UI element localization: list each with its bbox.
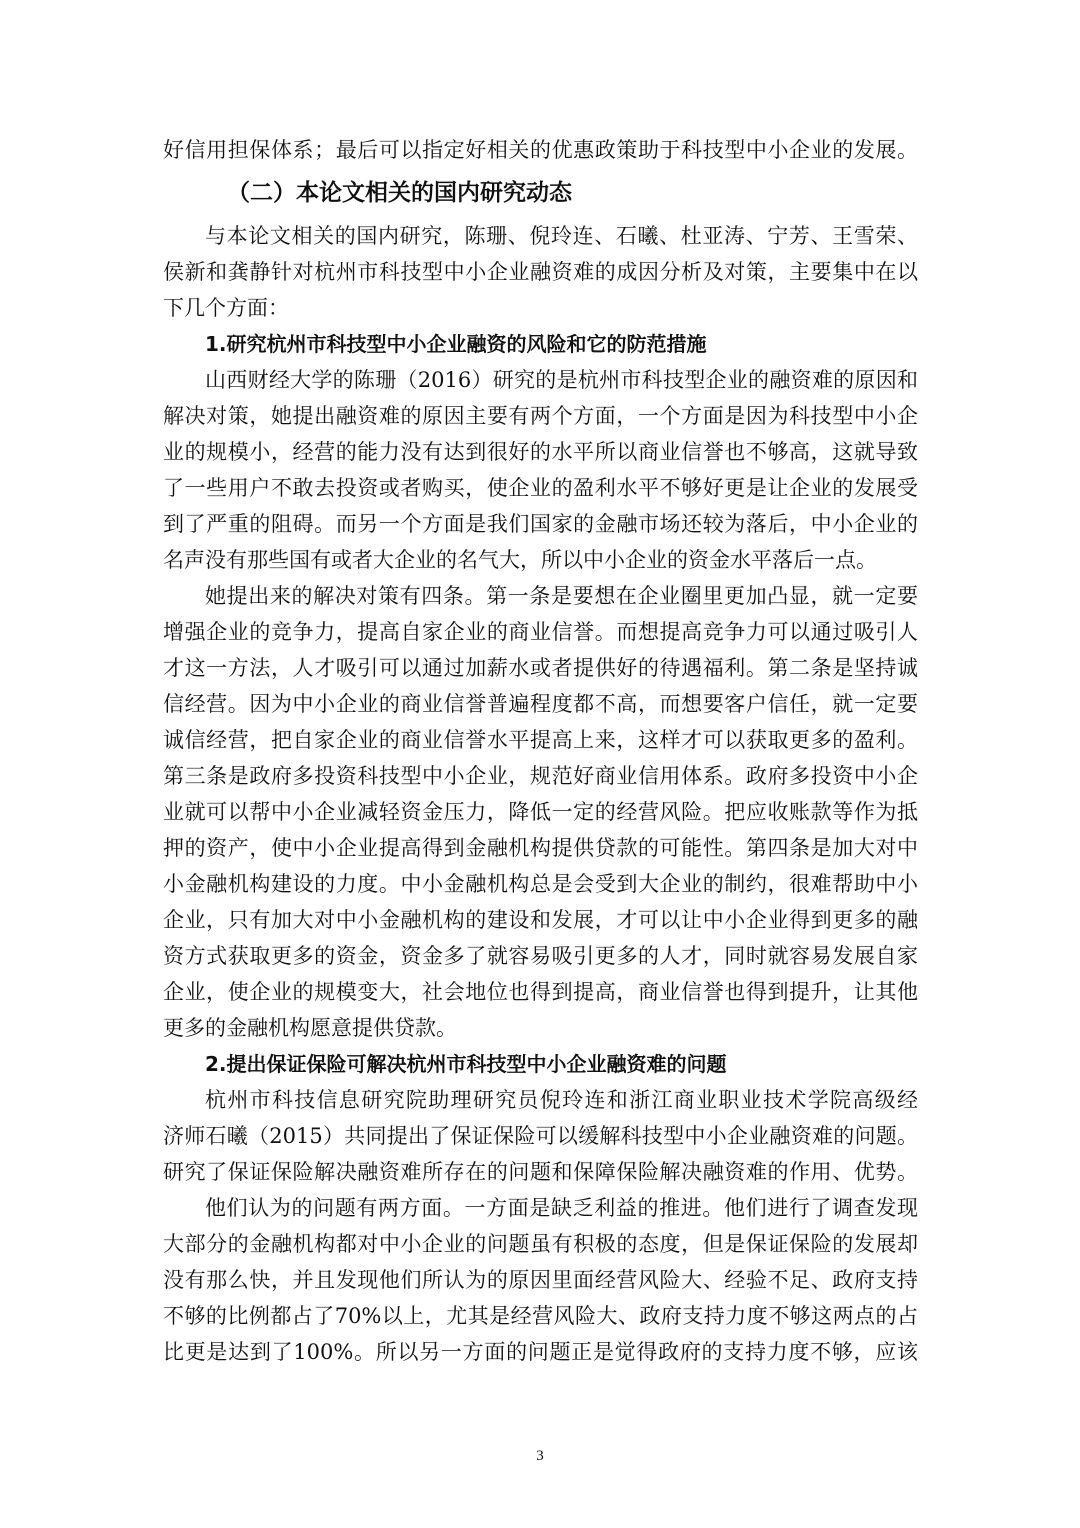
- paragraph-line: 山西财经大学的陈珊（2016）研究的是杭州市科技型企业的融资难的原因和: [205, 368, 918, 392]
- paragraph-line: 才这一方法，人才吸引可以通过加薪水或者提供好的待遇福利。第二条是坚持诚: [163, 656, 918, 680]
- paragraph-line: 好信用担保体系；最后可以指定好相关的优惠政策助于科技型中小企业的发展。: [163, 138, 918, 162]
- intro-paragraph: [163, 218, 918, 326]
- paragraph-line: 业就可以帮中小企业减轻资金压力，降低一定的经营风险。把应收账款等作为抵: [163, 800, 918, 824]
- paragraph-line: 杭州市科技信息研究院助理研究员倪玲连和浙江商业职业技术学院高级经: [205, 1088, 918, 1112]
- section-heading: （二）本论文相关的国内研究动态: [227, 180, 572, 206]
- paragraph-4: [163, 1190, 918, 1370]
- paragraph-line: 增强企业的竞争力，提高自家企业的商业信誉。而想提高竞争力可以通过吸引人: [163, 620, 918, 644]
- paragraph-line: 小金融机构建设的力度。中小金融机构总是会受到大企业的制约，很难帮助中小: [163, 872, 918, 896]
- subheading-2: 2.提出保证保险可解决杭州市科技型中小企业融资难的问题: [205, 1052, 727, 1076]
- paragraph-line: 押的资产，使中小企业提高得到金融机构提供贷款的可能性。第四条是加大对中: [163, 836, 918, 860]
- paragraph-1: [163, 362, 918, 578]
- paragraph-line: 济师石曦（2015）共同提出了保证保险可以缓解科技型中小企业融资难的问题。: [163, 1124, 918, 1148]
- paragraph-line: 她提出来的解决对策有四条。第一条是要想在企业圈里更加凸显，就一定要: [205, 584, 918, 608]
- paragraph-line: 大部分的金融机构都对中小企业的问题虽有积极的态度，但是保证保险的发展却: [163, 1232, 918, 1256]
- paragraph-line: 资方式获取更多的资金，资金多了就容易吸引更多的人才，同时就容易发展自家: [163, 944, 918, 968]
- paragraph-line: 第三条是政府多投资科技型中小企业，规范好商业信用体系。政府多投资中小企: [163, 764, 918, 788]
- paragraph-line: 比更是达到了100%。所以另一方面的问题正是觉得政府的支持力度不够，应该: [163, 1340, 918, 1364]
- paragraph-line: 了一些用户不敢去投资或者购买，使企业的盈利水平不够好更是让企业的发展受: [163, 476, 918, 500]
- subheading-1: 1.研究杭州市科技型中小企业融资的风险和它的防范措施: [205, 332, 707, 356]
- paragraph-line: 业的规模小，经营的能力没有达到很好的水平所以商业信誉也不够高，这就导致: [163, 440, 918, 464]
- paragraph-line: 与本论文相关的国内研究，陈珊、倪玲连、石曦、杜亚涛、宁芳、王雪荣、: [205, 224, 918, 248]
- paragraph-line: 到了严重的阻碍。而另一个方面是我们国家的金融市场还较为落后，中小企业的: [163, 512, 918, 536]
- paragraph-3: [163, 1082, 918, 1190]
- page-number: 3: [536, 1448, 544, 1464]
- paragraph-line: 侯新和龚静针对杭州市科技型中小企业融资难的成因分析及对策，主要集中在以: [163, 260, 918, 284]
- paragraph-line: 企业，使企业的规模变大，社会地位也得到提高，商业信誉也得到提升，让其他: [163, 980, 918, 1004]
- paragraph-line: 没有那么快，并且发现他们所认为的原因里面经营风险大、经验不足、政府支持: [163, 1268, 918, 1292]
- paragraph-line: 企业，只有加大对中小金融机构的建设和发展，才可以让中小企业得到更多的融: [163, 908, 918, 932]
- paragraph-line: 下几个方面：: [163, 296, 289, 320]
- paragraph-2: [163, 578, 918, 1046]
- paragraph-line: 他们认为的问题有两方面。一方面是缺乏利益的推进。他们进行了调查发现: [205, 1196, 918, 1220]
- paragraph-line: 名声没有那些国有或者大企业的名气大，所以中小企业的资金水平落后一点。: [163, 548, 877, 572]
- paragraph-line: 不够的比例都占了70%以上，尤其是经营风险大、政府支持力度不够这两点的占: [163, 1304, 918, 1328]
- document-page: [163, 132, 918, 1370]
- paragraph-line: 诚信经营，把自家企业的商业信誉水平提高上来，这样才可以获取更多的盈利。: [163, 728, 918, 752]
- paragraph-line: 信经营。因为中小企业的商业信誉普遍程度都不高，而想要客户信任，就一定要: [163, 692, 918, 716]
- paragraph-line: 研究了保证保险解决融资难所存在的问题和保障保险解决融资难的作用、优势。: [163, 1160, 918, 1184]
- paragraph-line: 解决对策，她提出融资难的原因主要有两个方面，一个方面是因为科技型中小企: [163, 404, 918, 428]
- paragraph-line: 更多的金融机构愿意提供贷款。: [163, 1016, 457, 1040]
